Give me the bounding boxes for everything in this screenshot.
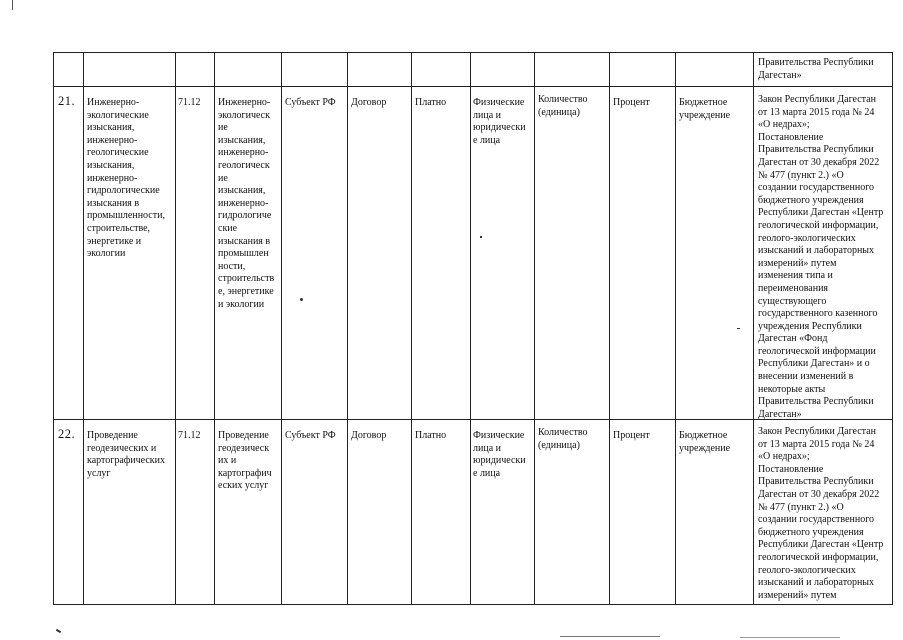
scan-footer-line xyxy=(740,637,840,638)
unit: Процент xyxy=(613,97,650,108)
okved-code: 71.12 xyxy=(178,430,201,441)
scan-speck xyxy=(56,629,61,633)
subject: Субъект РФ xyxy=(285,97,336,108)
col-sep xyxy=(281,53,282,604)
scan-footer-line xyxy=(560,636,660,637)
col-sep xyxy=(470,53,471,604)
services-table xyxy=(53,52,893,605)
col-sep xyxy=(675,53,676,604)
service-name-alt: Инженерно- экологическ ие изыскания, инженерно- геологическ ие изыскания, инженерно- гидрологиче ские изыскания в промышлен ности, строительств е, энергетике и экологии xyxy=(218,97,275,310)
col-sep xyxy=(214,53,215,604)
service-name-alt: Проведение геодезическ их и картографич еских услуг xyxy=(218,430,272,492)
scan-speck xyxy=(480,236,482,238)
subject: Субъект РФ xyxy=(285,430,336,441)
okved-code: 71.12 xyxy=(178,97,201,108)
payment: Платно xyxy=(415,430,447,441)
service-name: Инженерно- экологические изыскания, инженерно- геологические изыскания, инженерно- гидрологические изыскания в промышленности, строительстве, энергетике и экологии xyxy=(87,97,165,260)
consumers: Физические лица и юридически е лица xyxy=(473,97,526,146)
institution: Бюджетное учреждение xyxy=(679,430,731,454)
col-sep xyxy=(175,53,176,604)
scan-mark xyxy=(12,0,14,10)
row-sep xyxy=(54,86,892,87)
col-sep xyxy=(83,53,84,604)
unit: Процент xyxy=(613,430,650,441)
basis: Договор xyxy=(351,97,387,108)
basis: Договор xyxy=(351,430,387,441)
row-number: 22. xyxy=(58,427,76,441)
col-sep xyxy=(753,53,754,604)
legal-basis: Закон Республики Дагестан от 13 марта 2015 года № 24 «О недрах»; Постановление Правительства Республики Дагестан от 30 декабря 2022 № 477 (пункт 2.) «О создании государственного бюджетного учреждения Республики Дагестан «Центр геологической информации, геолого-экологических изысканий и лабораторных измерений» путем xyxy=(758,426,884,601)
col-sep xyxy=(411,53,412,604)
scan-speck xyxy=(737,328,740,329)
indicator: Количество (единица) xyxy=(538,94,588,118)
col-sep xyxy=(534,53,535,604)
indicator: Количество (единица) xyxy=(538,427,588,451)
institution: Бюджетное учреждение xyxy=(679,97,731,121)
payment: Платно xyxy=(415,97,447,108)
service-name: Проведение геодезических и картографических услуг xyxy=(87,430,165,479)
header-authority-tail: Правительства Республики Дагестан» xyxy=(758,57,874,81)
legal-basis: Закон Республики Дагестан от 13 марта 2015 года № 24 «О недрах»; Постановление Правительства Республики Дагестан от 30 декабря 2022 № 477 (пункт 2.) «О создании государственного бюджетного учреждения Республики Дагестан «Центр геологической информации, геолого-экологических изысканий и лабораторных измерений» путем изменения типа и переименования существующего государственного казенного учреждения Республики Дагестан «Фонд геологической информации Республики Дагестан» и о внесении изменений в некоторые акты Правительства Республики Дагестан» xyxy=(758,94,884,420)
col-sep xyxy=(609,53,610,604)
row-number: 21. xyxy=(58,94,76,108)
col-sep xyxy=(347,53,348,604)
scan-speck xyxy=(300,298,303,301)
consumers: Физические лица и юридически е лица xyxy=(473,430,526,479)
